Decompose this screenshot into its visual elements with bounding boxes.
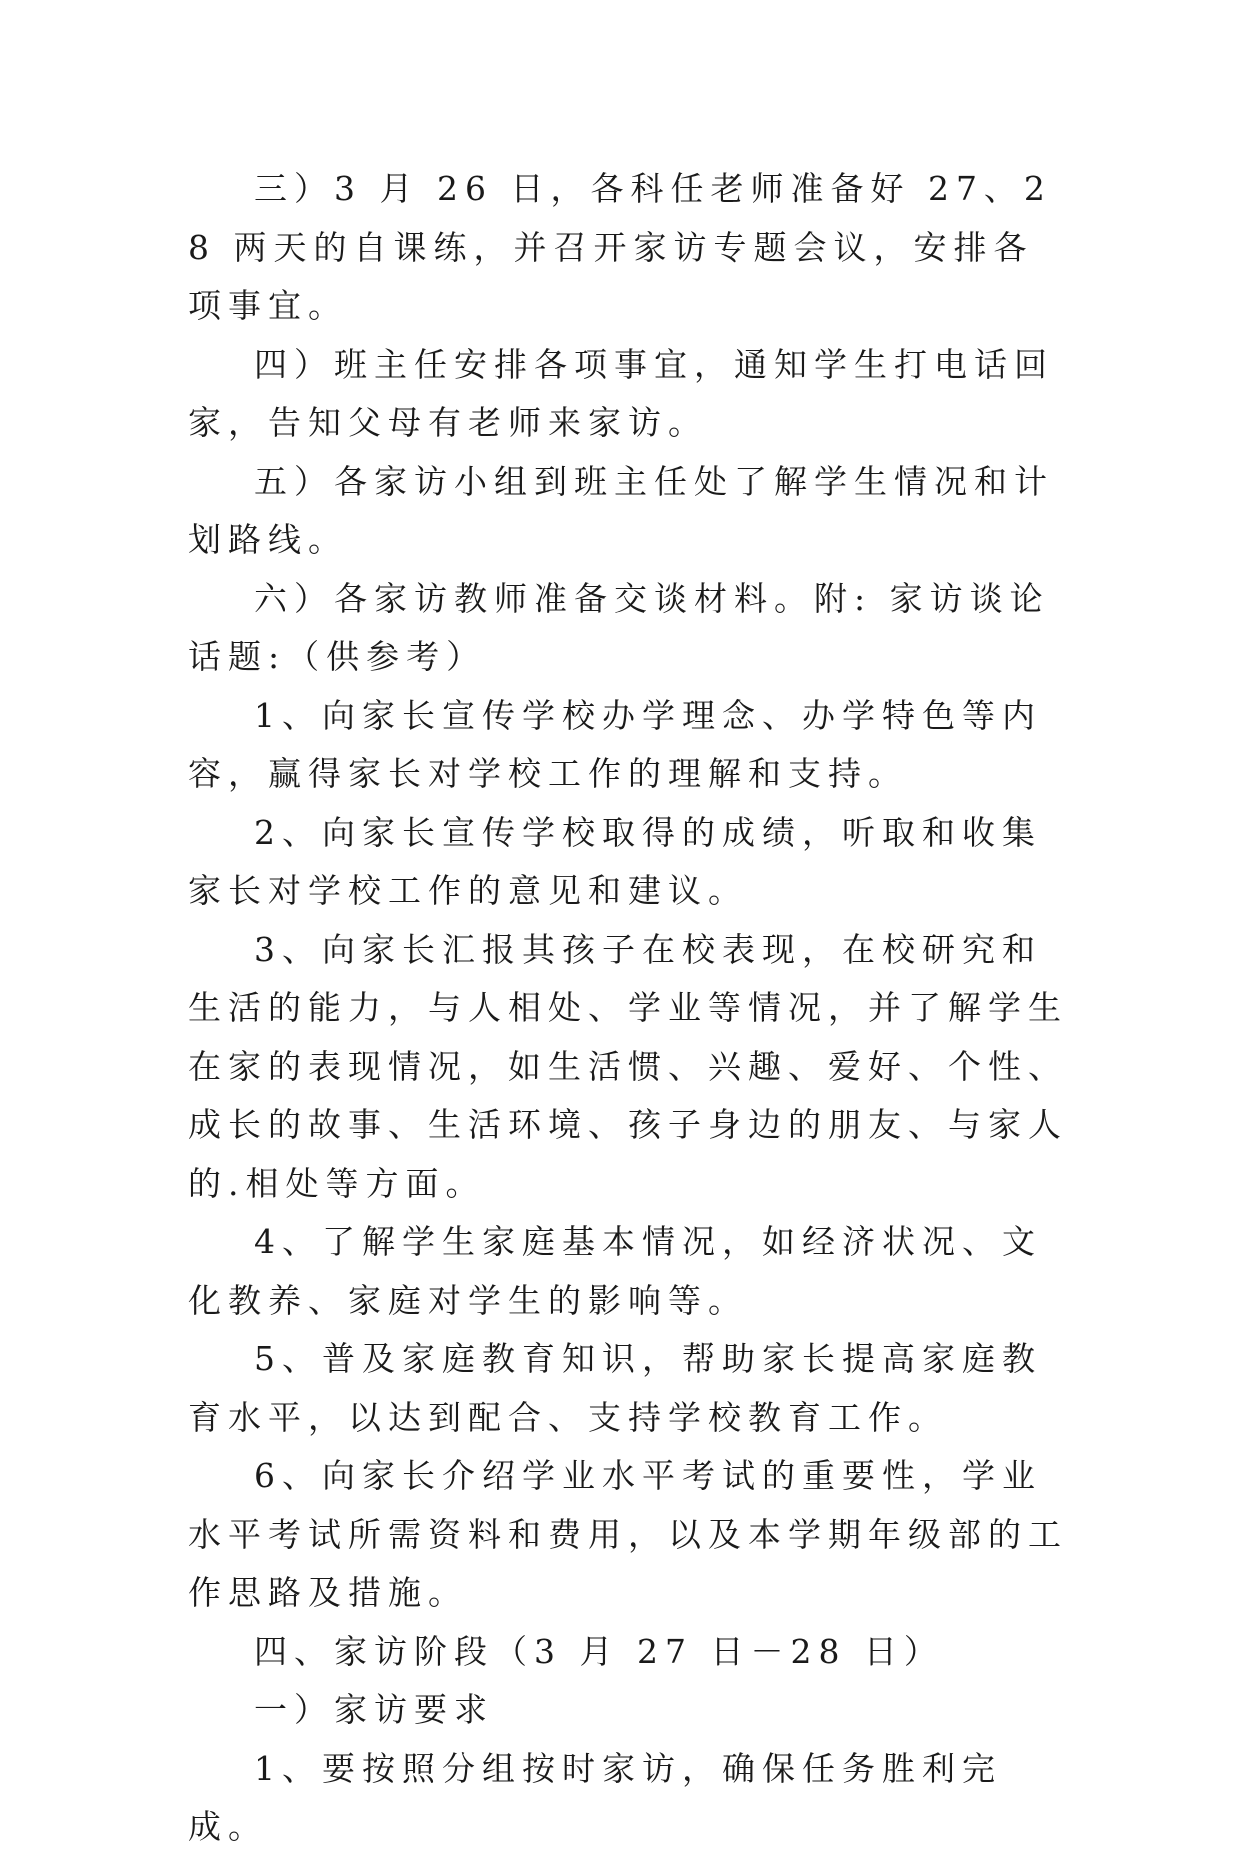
paragraph-requirement-1: 1、要按照分组按时家访，确保任务胜利完成。 (188, 1748, 1002, 1846)
paragraph-topic-4: 4、了解学生家庭基本情况，如经济状况、文化教养、家庭对学生的影响等。 (188, 1222, 1042, 1320)
paragraph-preparation-3: 三）3 月 26 日，各科任老师准备好 27、28 两天的自课练，并召开家访专题会议，安排各项事宜。 (188, 169, 1052, 325)
section-heading-visit-stage: 四、家访阶段（3 月 27 日－28 日） (254, 1631, 944, 1671)
subsection-heading-requirements: 一）家访要求 (254, 1690, 494, 1729)
paragraph-preparation-6: 六）各家访教师准备交谈材料。附: 家访谈论话题:（供参考） (188, 578, 1050, 676)
paragraph-topic-2: 2、向家长宣传学校取得的成绩，听取和收集家长对学校工作的意见和建议。 (188, 812, 1042, 910)
document-body (188, 160, 1068, 1857)
paragraph-topic-3: 3、向家长汇报其孩子在校表现，在校研究和生活的能力，与人相处、学业等情况，并了解学生在家的表现情况，如生活惯、兴趣、爱好、个性、成长的故事、生活环境、孩子身边的朋友、与家人的.相处等方面。 (188, 929, 1068, 1203)
paragraph-topic-6: 6、向家长介绍学业水平考试的重要性，学业水平考试所需资料和费用，以及本学期年级部的工作思路及措施。 (188, 1456, 1068, 1612)
paragraph-preparation-5: 五）各家访小组到班主任处了解学生情况和计划路线。 (188, 461, 1054, 559)
paragraph-topic-5: 5、普及家庭教育知识，帮助家长提高家庭教育水平，以达到配合、支持学校教育工作。 (188, 1339, 1042, 1437)
paragraph-preparation-4: 四）班主任安排各项事宜，通知学生打电话回家，告知父母有老师来家访。 (188, 344, 1054, 442)
paragraph-topic-1: 1、向家长宣传学校办学理念、办学特色等内容，赢得家长对学校工作的理解和支持。 (188, 695, 1042, 793)
